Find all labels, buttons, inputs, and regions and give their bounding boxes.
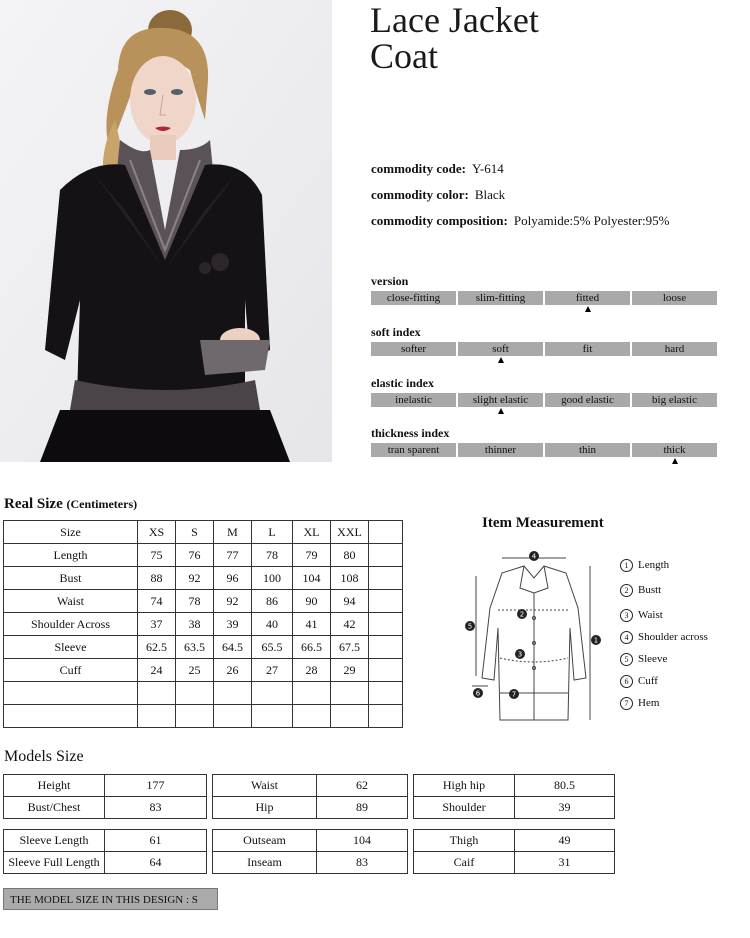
index-label: soft index (371, 325, 421, 339)
legend-item (620, 559, 669, 572)
title-line-1: Lace Jacket (370, 0, 539, 40)
models-label: Outseam (213, 830, 317, 852)
svg-text:7: 7 (511, 690, 517, 699)
models-value: 39 (515, 797, 615, 819)
size-cell: Bust (4, 567, 138, 590)
size-row (4, 682, 403, 705)
svg-text:6: 6 (475, 689, 481, 698)
size-cell (252, 705, 293, 728)
legend-item (620, 584, 661, 597)
models-label: Waist (213, 775, 317, 797)
legend-item (620, 653, 667, 666)
index-scale (371, 443, 717, 457)
models-value: 31 (515, 852, 615, 874)
legend-label: Cuff (638, 675, 658, 687)
svg-text:5: 5 (467, 622, 473, 631)
svg-text:2: 2 (519, 610, 525, 619)
legend-number: 3 (620, 609, 633, 622)
index-option: softer (371, 342, 456, 356)
size-cell: 90 (293, 590, 331, 613)
models-value: 89 (317, 797, 408, 819)
models-label: Sleeve Full Length (4, 852, 105, 874)
size-cell: 29 (331, 659, 369, 682)
real-size-title: Real Size (4, 496, 63, 512)
models-subtable (413, 829, 615, 874)
size-cell: 79 (293, 544, 331, 567)
models-value: 49 (515, 830, 615, 852)
svg-text:3: 3 (517, 650, 523, 659)
models-subtable (3, 829, 207, 874)
index-option: fitted (545, 291, 630, 305)
size-row (4, 659, 403, 682)
size-cell: 62.5 (138, 636, 176, 659)
index-option: thick (632, 443, 717, 457)
size-cell: 40 (252, 613, 293, 636)
models-label: Caif (414, 852, 515, 874)
size-cell: 25 (176, 659, 214, 682)
models-size-title: Models Size (4, 748, 84, 765)
index-label: version (371, 274, 409, 288)
commodity-composition-row (371, 213, 669, 229)
model-in-jacket-image (0, 0, 332, 462)
index-label: elastic index (371, 376, 434, 390)
models-row (414, 775, 615, 797)
size-cell: 27 (252, 659, 293, 682)
size-cell-empty (369, 705, 403, 728)
size-cell: 86 (252, 590, 293, 613)
size-cell: 64.5 (214, 636, 252, 659)
size-cell: 66.5 (293, 636, 331, 659)
size-cell: 39 (214, 613, 252, 636)
size-cell: 77 (214, 544, 252, 567)
size-cell (4, 682, 138, 705)
product-title (370, 2, 539, 74)
size-cell (293, 682, 331, 705)
models-subtable (3, 774, 207, 819)
measurement-diagram (462, 548, 607, 733)
size-cell-empty (369, 521, 403, 544)
commodity-code-value: Y-614 (471, 161, 504, 176)
size-cell (252, 682, 293, 705)
size-cell: 92 (214, 590, 252, 613)
size-cell-empty (369, 682, 403, 705)
legend-number: 2 (620, 584, 633, 597)
size-cell (293, 705, 331, 728)
models-label: Height (4, 775, 105, 797)
size-cell: 76 (176, 544, 214, 567)
models-label: Thigh (414, 830, 515, 852)
coat-diagram-image (462, 548, 607, 728)
size-row (4, 705, 403, 728)
models-value: 104 (317, 830, 408, 852)
size-cell: XS (138, 521, 176, 544)
size-cell: 75 (138, 544, 176, 567)
size-cell: S (176, 521, 214, 544)
models-row (213, 852, 408, 874)
legend-item (620, 631, 708, 644)
models-row (4, 775, 207, 797)
size-cell: 65.5 (252, 636, 293, 659)
models-label: Sleeve Length (4, 830, 105, 852)
models-label: Shoulder (414, 797, 515, 819)
size-row (4, 636, 403, 659)
legend-label: Shoulder across (638, 631, 708, 643)
models-label: Hip (213, 797, 317, 819)
size-cell: 96 (214, 567, 252, 590)
selected-marker (672, 458, 678, 464)
size-cell: Sleeve (4, 636, 138, 659)
size-cell-empty (369, 590, 403, 613)
index-option: thinner (458, 443, 543, 457)
legend-number: 1 (620, 559, 633, 572)
models-subtable (413, 774, 615, 819)
size-table (3, 520, 403, 728)
commodity-code-row (371, 161, 504, 177)
models-row (414, 852, 615, 874)
legend-label: Sleeve (638, 653, 668, 665)
size-cell: 67.5 (331, 636, 369, 659)
size-row (4, 521, 403, 544)
size-row (4, 590, 403, 613)
models-value: 83 (317, 852, 408, 874)
size-cell-empty (369, 636, 403, 659)
index-option: fit (545, 342, 630, 356)
models-subtable (212, 774, 408, 819)
commodity-composition-label: commodity composition: (371, 213, 508, 228)
item-measurement-title: Item Measurement (482, 515, 604, 531)
index-option: good elastic (545, 393, 630, 407)
models-row (4, 852, 207, 874)
size-cell: 24 (138, 659, 176, 682)
index-option: loose (632, 291, 717, 305)
index-scale (371, 393, 717, 407)
size-cell: 94 (331, 590, 369, 613)
size-cell (331, 682, 369, 705)
legend-item (620, 697, 659, 710)
index-option: close-fitting (371, 291, 456, 305)
models-value: 62 (317, 775, 408, 797)
size-cell: XXL (331, 521, 369, 544)
commodity-composition-value: Polyamide:5% Polyester:95% (513, 213, 670, 228)
size-cell (331, 705, 369, 728)
size-cell: 78 (252, 544, 293, 567)
legend-label: Length (638, 559, 670, 571)
legend-item (620, 675, 658, 688)
real-size-heading (4, 496, 137, 513)
size-cell-empty (369, 544, 403, 567)
legend-label: Waist (638, 609, 663, 621)
models-row (4, 830, 207, 852)
legend-number: 6 (620, 675, 633, 688)
index-option: tran sparent (371, 443, 456, 457)
size-cell: 26 (214, 659, 252, 682)
size-cell (176, 682, 214, 705)
svg-text:1: 1 (593, 636, 599, 645)
index-label: thickness index (371, 426, 450, 440)
size-cell: Length (4, 544, 138, 567)
size-row (4, 567, 403, 590)
models-value: 83 (105, 797, 207, 819)
index-option: hard (632, 342, 717, 356)
models-row (4, 797, 207, 819)
size-cell: 28 (293, 659, 331, 682)
size-cell: 42 (331, 613, 369, 636)
size-cell: 88 (138, 567, 176, 590)
selected-marker (585, 306, 591, 312)
title-line-2: Coat (370, 36, 438, 76)
legend-label: Hem (638, 697, 660, 709)
size-cell-empty (369, 567, 403, 590)
index-option: soft (458, 342, 543, 356)
models-row (213, 775, 408, 797)
size-cell-empty (369, 659, 403, 682)
size-cell: 37 (138, 613, 176, 636)
index-option: big elastic (632, 393, 717, 407)
models-label: High hip (414, 775, 515, 797)
product-photo (0, 0, 332, 462)
size-row (4, 544, 403, 567)
legend-number: 7 (620, 697, 633, 710)
models-value: 61 (105, 830, 207, 852)
size-cell: 63.5 (176, 636, 214, 659)
size-cell (176, 705, 214, 728)
models-label: Inseam (213, 852, 317, 874)
models-value: 177 (105, 775, 207, 797)
models-value: 80.5 (515, 775, 615, 797)
size-cell: 78 (176, 590, 214, 613)
index-option: inelastic (371, 393, 456, 407)
size-cell: L (252, 521, 293, 544)
index-option: slight elastic (458, 393, 543, 407)
size-cell: 104 (293, 567, 331, 590)
selected-marker (498, 357, 504, 363)
size-row (4, 613, 403, 636)
legend-number: 4 (620, 631, 633, 644)
size-cell (138, 705, 176, 728)
size-cell-empty (369, 613, 403, 636)
legend-item (620, 609, 663, 622)
models-subtable (212, 829, 408, 874)
models-label: Bust/Chest (4, 797, 105, 819)
size-cell: Size (4, 521, 138, 544)
commodity-code-label: commodity code: (371, 161, 466, 176)
svg-text:4: 4 (531, 552, 537, 561)
index-scale (371, 342, 717, 356)
index-option: slim-fitting (458, 291, 543, 305)
index-scale (371, 291, 717, 305)
size-cell (138, 682, 176, 705)
model-size-note: THE MODEL SIZE IN THIS DESIGN : S (3, 888, 218, 910)
legend-label: Bustt (638, 584, 662, 596)
size-cell: Cuff (4, 659, 138, 682)
models-value: 64 (105, 852, 207, 874)
size-cell: 108 (331, 567, 369, 590)
legend-number: 5 (620, 653, 633, 666)
size-cell: M (214, 521, 252, 544)
size-cell: 74 (138, 590, 176, 613)
commodity-color-row (371, 187, 505, 203)
size-cell: 80 (331, 544, 369, 567)
real-size-unit: (Centimeters) (66, 497, 138, 511)
size-cell: 38 (176, 613, 214, 636)
size-cell: 92 (176, 567, 214, 590)
models-row (213, 830, 408, 852)
size-cell (214, 705, 252, 728)
size-cell: Shoulder Across (4, 613, 138, 636)
models-row (213, 797, 408, 819)
index-option: thin (545, 443, 630, 457)
size-cell: 100 (252, 567, 293, 590)
selected-marker (498, 408, 504, 414)
size-cell: Waist (4, 590, 138, 613)
size-cell (214, 682, 252, 705)
commodity-color-label: commodity color: (371, 187, 469, 202)
models-row (414, 797, 615, 819)
size-cell (4, 705, 138, 728)
models-row (414, 830, 615, 852)
commodity-color-value: Black (474, 187, 506, 202)
size-cell: 41 (293, 613, 331, 636)
size-cell: XL (293, 521, 331, 544)
